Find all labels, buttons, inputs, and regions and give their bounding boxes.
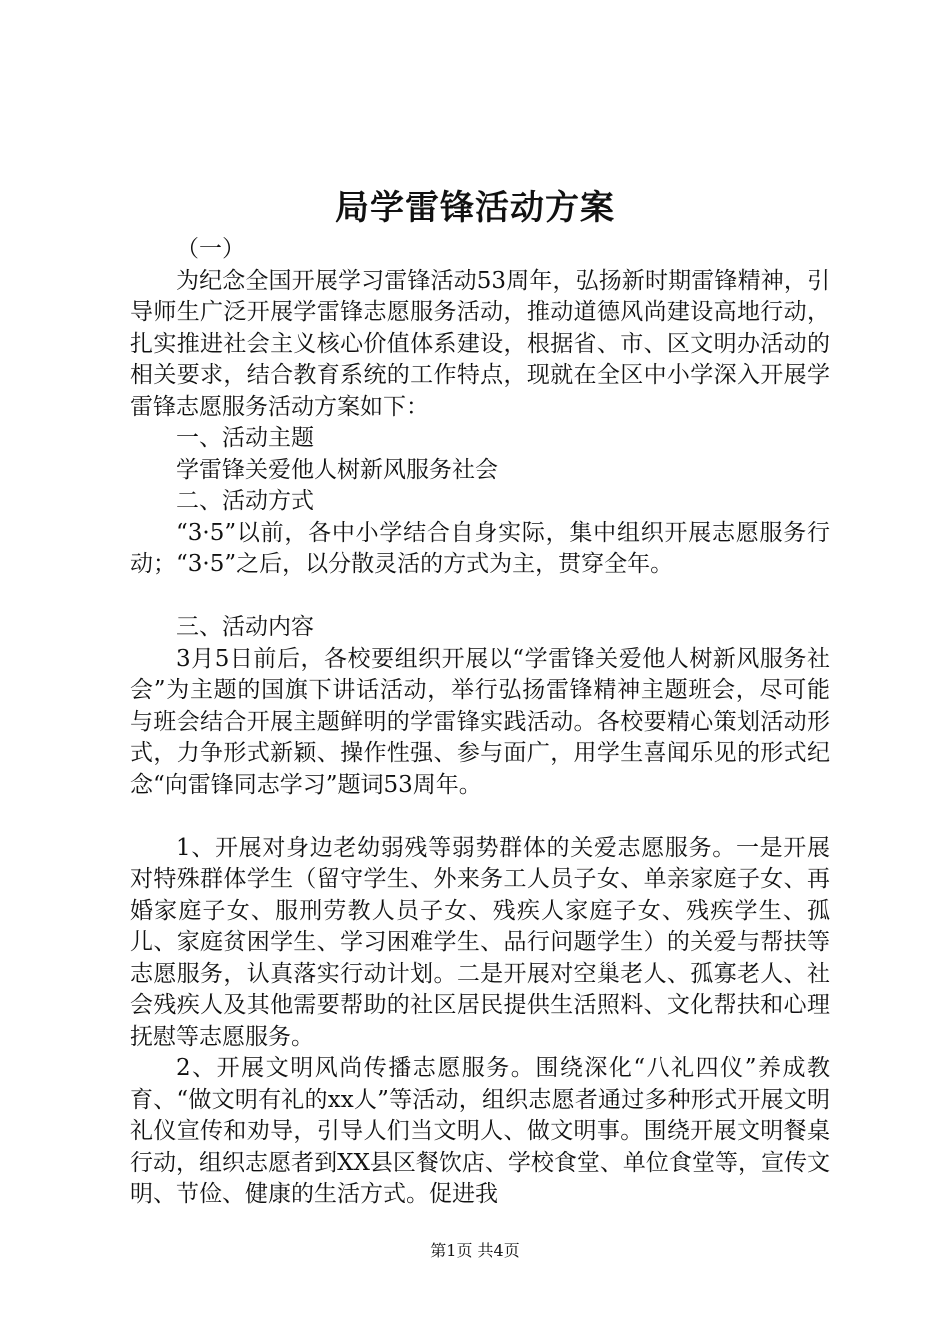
document-body — [130, 234, 830, 1211]
item-1-paragraph: 1、开展对身边老幼弱残等弱势群体的关爱志愿服务。一是开展对特殊群体学生（留守学生、外来务工人员子女、单亲家庭子女、再婚家庭子女、服刑劳教人员子女、残疾人家庭子女、残疾学生、孤儿、家庭贫困学生、学习困难学生、品行问题学生）的关爱与帮扶等志愿服务，认真落实行动计划。二是开展对空巢老人、孤寡老人、社会残疾人及其他需要帮助的社区居民提供生活照料、文化帮扶和心理抚慰等志愿服务。 — [130, 834, 830, 1050]
theme-text: 学雷锋关爱他人树新风服务社会 — [176, 456, 498, 483]
method-paragraph: “3·5”以前，各中小学结合自身实际，集中组织开展志愿服务行动；“3·5”之后，以分散灵活的方式为主，贯穿全年。 — [130, 519, 830, 577]
item-2-paragraph: 2、开展文明风尚传播志愿服务。围绕深化“八礼四仪”养成教育、“做文明有礼的xx人”等活动，组织志愿者通过多种形式开展文明礼仪宣传和劝导，引导人们当文明人、做文明事。围绕开展文明餐桌行动，组织志愿者到XX县区餐饮店、学校食堂、单位食堂等，宣传文明、节俭、健康的生活方式。促进我 — [130, 1055, 830, 1207]
heading-theme: 一、活动主题 — [176, 425, 314, 451]
heading-content: 三、活动内容 — [176, 614, 314, 640]
intro-paragraph: 为纪念全国开展学习雷锋活动53周年，弘扬新时期雷锋精神，引导师生广泛开展学雷锋志愿服务活动，推动道德风尚建设高地行动，扎实推进社会主义核心价值体系建设，根据省、市、区文明办活动的相关要求，结合教育系统的工作特点，现就在全区中小学深入开展学雷锋志愿服务活动方案如下： — [130, 267, 830, 420]
section-marker: （一） — [176, 236, 245, 262]
page-footer: 第1页 共4页 — [430, 1241, 520, 1260]
content-paragraph: 3月5日前后，各校要组织开展以“学雷锋关爱他人树新风服务社会”为主题的国旗下讲话活动，举行弘扬雷锋精神主题班会，尽可能与班会结合开展主题鲜明的学雷锋实践活动。各校要精心策划活动形式，力争形式新颖、操作性强、参与面广，用学生喜闻乐见的形式纪念“向雷锋同志学习”题词53周年。 — [130, 645, 830, 798]
document-title: 局学雷锋活动方案 — [335, 188, 615, 228]
heading-method: 二、活动方式 — [176, 488, 314, 514]
